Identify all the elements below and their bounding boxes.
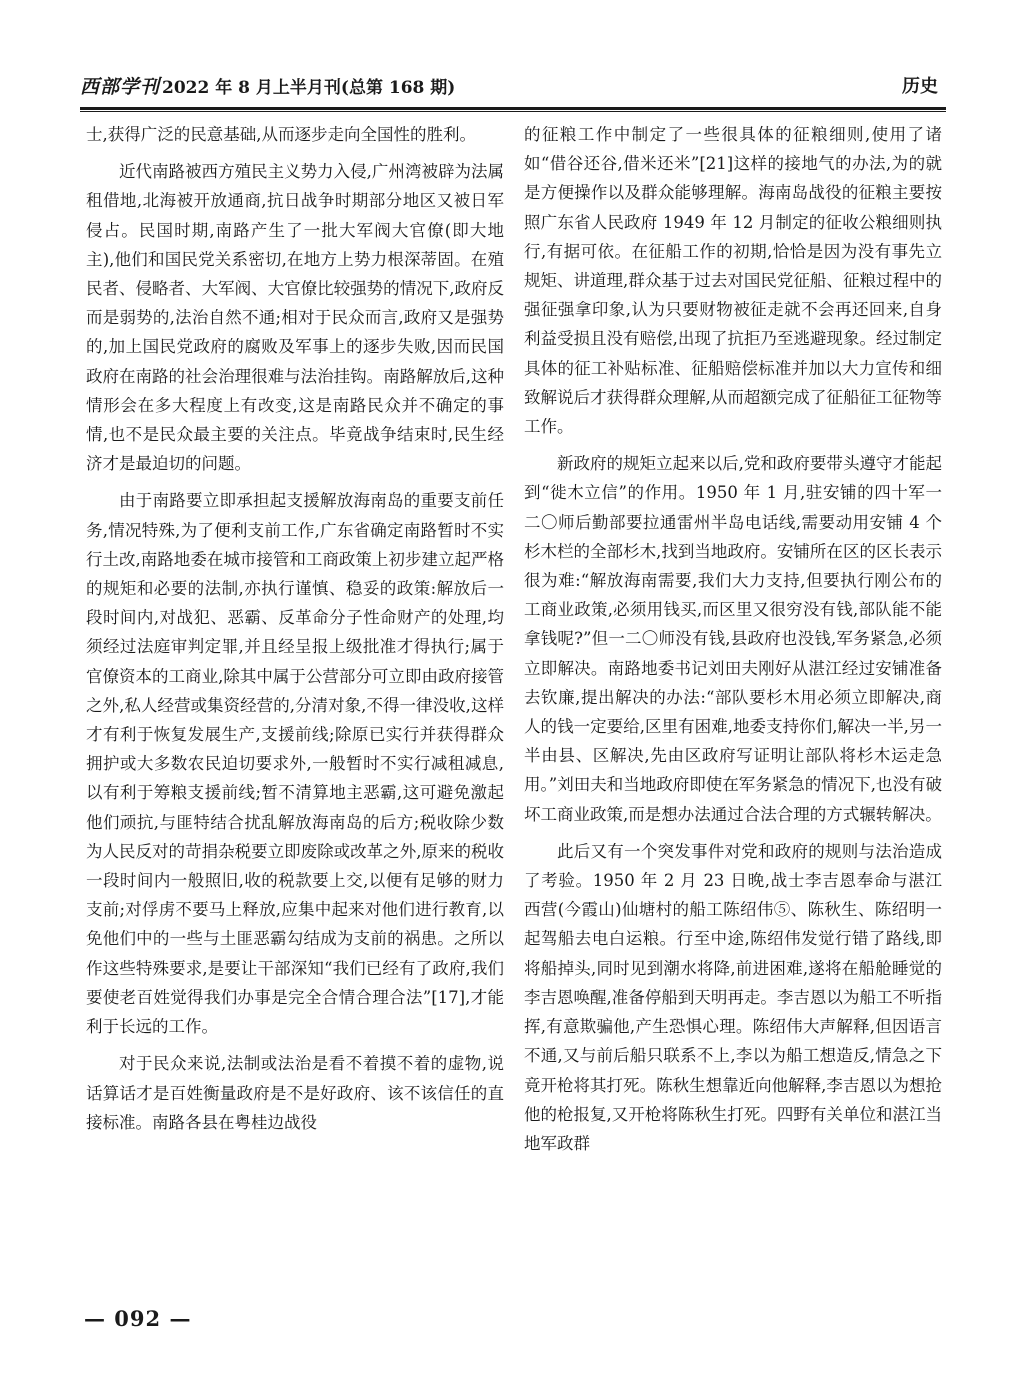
journal-name: 西部学刊 [80,76,161,98]
header-rule-thin [80,111,946,112]
paragraph: 的征粮工作中制定了一些很具体的征粮细则,使用了诸如“借谷还谷,借米还米”[21]这样的接地气的办法,为的就是方便操作以及群众能够理解。海南岛战役的征粮主要按照广东省人民政府 1949 年 12 月制定的征收公粮细则执行,有据可依。在征船工作的初期,恰恰是因为没有事先立规矩、讲道理,群众基于过去对国民党征船、征粮过程中的强征强拿印象,认为只要财物被征走就不会再还回来,自身利益受损且没有赔偿,出现了抗拒乃至逃避现象。经过制定具体的征工补贴标准、征船赔偿标准并加以大力宣传和细致解说后才获得群众理解,从而超额完成了征船征工征物等工作。 [524,125,942,437]
paragraph: 近代南路被西方殖民主义势力入侵,广州湾被辟为法属租借地,北海被开放通商,抗日战争时期部分地区又被日军侵占。民国时期,南路产生了一批大军阀大官僚(即大地主),他们和国民党关系密切,在地方上势力根深蒂固。在殖民者、侵略者、大军阀、大官僚比较强势的情况下,政府反而是弱势的,法治自然不通;相对于民众而言,政府又是强势的,加上国民党政府的腐败及军事上的逐步失败,因而民国政府在南路的社会治理很难与法治挂钩。南路解放后,这种情形会在多大程度上有改变,这是南路民众并不确定的事情,也不是民众最主要的关注点。毕竟战争结束时,民生经济才是最迫切的问题。 [86,162,504,474]
paragraph: 对于民众来说,法制或法治是看不着摸不着的虚物,说话算话才是百姓衡量政府是不是好政府、该不该信任的直接标准。南路各县在粤桂边战役 [86,1054,504,1132]
left-column [86,120,504,1145]
running-header [80,72,946,98]
paragraph: 此后又有一个突发事件对党和政府的规则与法治造成了考验。1950 年 2 月 23 日晚,战士李吉恩奉命与湛江西营(今霞山)仙塘村的船工陈绍伟⑤、陈秋生、陈绍明一起驾船去电白运粮。行至中途,陈绍伟发觉行错了路线,即将船掉头,同时见到潮水将降,前进困难,遂将在船舱睡觉的李吉恩唤醒,准备停船到天明再走。李吉恩以为船工不听指挥,有意欺骗他,产生恐惧心理。陈绍伟大声解释,但因语言不通,又与前后船只联系不上,李以为船工想造反,情急之下竟开枪将其打死。陈秋生想靠近向他解释,李吉恩以为想抢他的枪报复,又开枪将陈秋生打死。四野有关单位和湛江当地军政群 [524,841,942,1153]
paragraph: 由于南路要立即承担起支援解放海南岛的重要支前任务,情况特殊,为了便利支前工作,广东省确定南路暂时不实行土改,南路地委在城市接管和工商政策上初步建立起严格的规矩和必要的法制,亦执行谨慎、稳妥的政策:解放后一段时间内,对战犯、恶霸、反革命分子性命财产的处理,均须经过法庭审判定罪,并且经呈报上级批准才得执行;属于官僚资本的工商业,除其中属于公营部分可立即由政府接管之外,私人经营或集资经营的,分清对象,不得一律没收,这样才有利于恢复发展生产,支援前线;除原已实行并获得群众拥护或大多数农民迫切要求外,一般暂时不实行减租减息,以有利于筹粮支援前线;暂不清算地主恶霸,这可避免激起他们顽抗,与匪特结合扰乱解放海南岛的后方;税收除少数为人民反对的苛捐杂税要立即废除或改革之外,原来的税收一段时间内一般照旧,收的税款要上交,以便有足够的财力支前;对俘虏不要马上释放,应集中起来对他们进行教育,以免他们中的一些与土匪恶霸勾结成为支前的祸患。之所以作这些特殊要求,是要让干部深知“我们已经有了政府,我们要使老百姓觉得我们办事是完全合情合理合法”[17],才能利于长远的工作。 [86,491,504,1037]
section-label: 历史 [902,76,938,97]
header-rule [80,107,946,110]
right-column [524,120,942,1166]
paragraph: 新政府的规矩立起来以后,党和政府要带头遵守才能起到“徙木立信”的作用。1950 年 1 月,驻安铺的四十军一二〇师后勤部要拉通雷州半岛电话线,需要动用安铺 4 个杉木栏的全部杉木,找到当地政府。安铺所在区的区长表示很为难:“解放海南需要,我们大力支持,但要执行刚公布的工商业政策,必须用钱买,而区里又很穷没有钱,部队能不能拿钱呢?”但一二〇师没有钱,县政府也没钱,军务紧急,必须立即解决。南路地委书记刘田夫刚好从湛江经过安铺准备去钦廉,提出解决的办法:“部队要杉木用必须立即解决,商人的钱一定要给,区里有困难,地委支持你们,解决一半,另一半由县、区解决,先由区政府写证明让部队将杉木运走急用。”刘田夫和当地政府即使在军务紧急的情况下,也没有破坏工商业政策,而是想办法通过合法合理的方式辗转解决。 [524,454,942,824]
paragraph: 士,获得广泛的民意基础,从而逐步走向全国性的胜利。 [86,125,476,144]
page-number: — 092 — [84,1306,192,1331]
issue-info: 2022 年 8 月上半月刊(总第 168 期) [162,78,456,98]
